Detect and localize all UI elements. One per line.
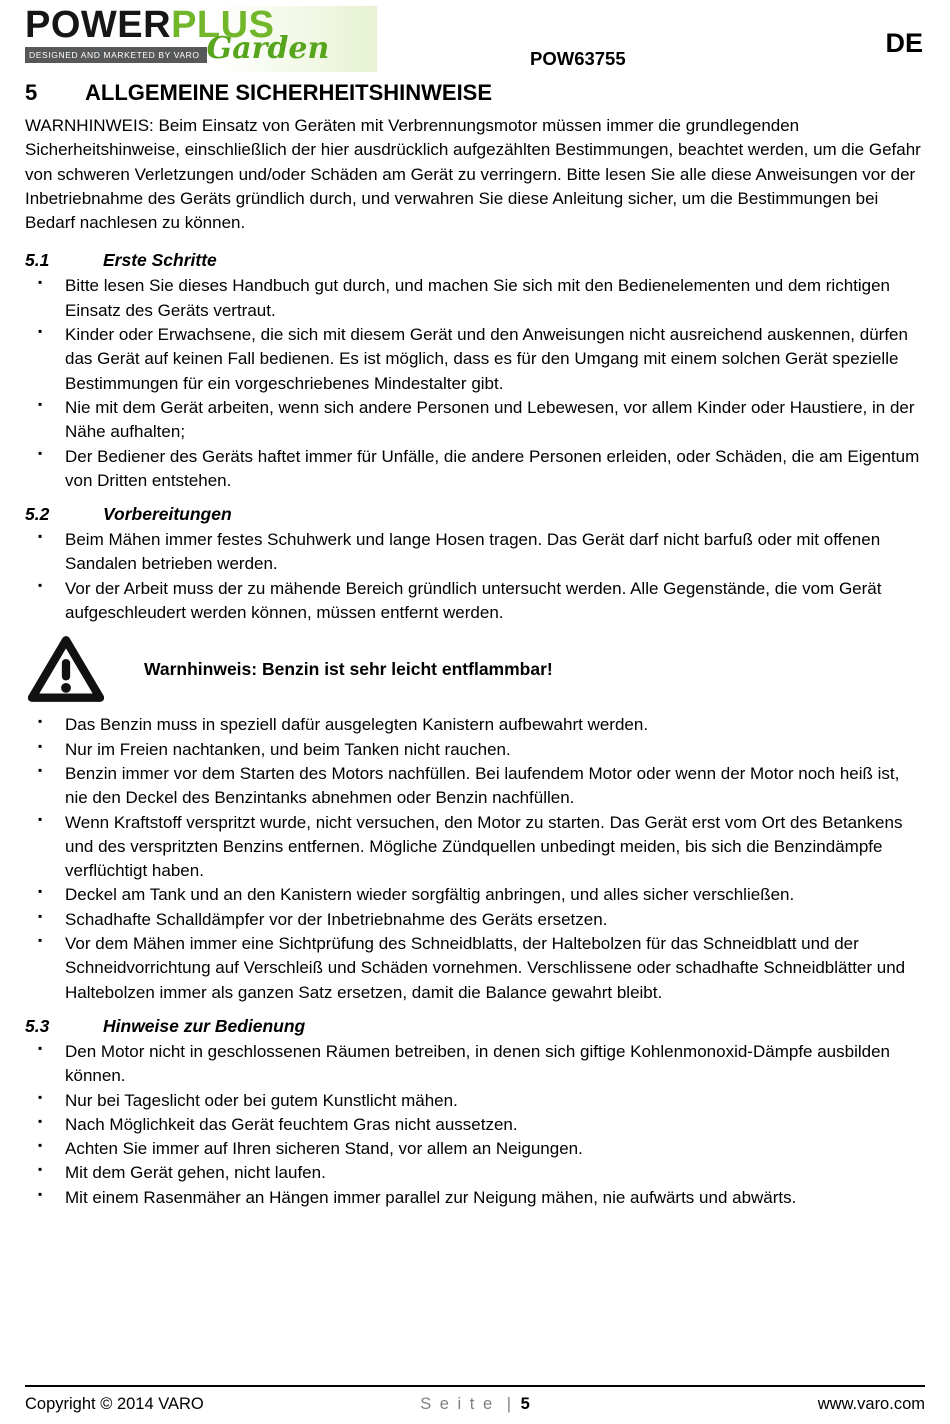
model-number: POW63755 [530, 48, 626, 69]
bullet-item: ▪ Nur im Freien nachtanken, und beim Tanken nicht rauchen. [25, 738, 925, 762]
bullet-list-5-3 [25, 1040, 925, 1210]
powerplus-garden-logo [25, 6, 377, 72]
logo-power-text: POWER [25, 4, 172, 46]
subsection-number: 5.2 [25, 504, 50, 525]
page-label: S e i t e [420, 1395, 495, 1413]
section-title [25, 80, 925, 106]
bullet-item: ▪ Mit dem Gerät gehen, nicht laufen. [25, 1161, 925, 1185]
bullet-item: ▪ Kinder oder Erwachsene, die sich mit diesem Gerät und den Anweisungen nicht ausreichend auskennen, dürfen das Gerät auf keinen Fall bedienen. Es ist möglich, dass es für den Umgang mit einem solchen Gerät spezielle Bestimmungen für ein vorgeschriebenes Mindestalter gibt. [25, 323, 925, 396]
subsection-title-text: Vorbereitungen [103, 504, 232, 525]
logo-plus-text: PLUS [171, 4, 275, 46]
subsection-number: 5.1 [25, 250, 50, 271]
bullet-list-5-2 [25, 528, 925, 625]
subsection-heading-5-1 [25, 250, 925, 271]
bullet-list-fuel [25, 713, 925, 1005]
bullet-item: ▪ Mit einem Rasenmäher an Hängen immer parallel zur Neigung mähen, nie aufwärts und abwärts. [25, 1186, 925, 1210]
page-number: 5 [520, 1395, 530, 1413]
bullet-item: ▪ Schadhafte Schalldämpfer vor der Inbetriebnahme des Geräts ersetzen. [25, 908, 925, 932]
bullet-list-5-1 [25, 274, 925, 493]
warning-triangle-icon [28, 635, 104, 703]
bullet-item: ▪ Beim Mähen immer festes Schuhwerk und lange Hosen tragen. Das Gerät darf nicht barfuß oder mit offenen Sandalen betrieben werden. [25, 528, 925, 577]
bullet-item: ▪ Vor der Arbeit muss der zu mähende Bereich gründlich untersucht werden. Alle Gegenstände, die vom Gerät aufgeschleudert werden können, müssen entfernt werden. [25, 577, 925, 626]
page-indicator [325, 1395, 625, 1414]
bullet-item: ▪ Das Benzin muss in speziell dafür ausgelegten Kanistern aufbewahrt werden. [25, 713, 925, 737]
logo-tagline: DESIGNED AND MARKETED BY VARO [25, 47, 207, 63]
page-separator: | [506, 1395, 512, 1413]
petrol-warning-text: Warnhinweis: Benzin ist sehr leicht entflammbar! [144, 658, 553, 679]
website-text: www.varo.com [817, 1395, 925, 1413]
language-code: DE [885, 28, 923, 58]
logo-subline [25, 31, 377, 70]
subsection-title-text: Hinweise zur Bedienung [103, 1015, 306, 1036]
logo-garden-script: Garden [206, 31, 330, 66]
bullet-item: ▪ Nur bei Tageslicht oder bei gutem Kunstlicht mähen. [25, 1089, 925, 1113]
subsection-heading-5-2 [25, 504, 925, 525]
section-title-text: ALLGEMEINE SICHERHEITSHINWEISE [85, 80, 493, 105]
subsection-heading-5-3 [25, 1016, 925, 1037]
bullet-item: ▪ Nie mit dem Gerät arbeiten, wenn sich andere Personen und Lebewesen, vor allem Kinder oder Haustiere, in der Nähe aufhalten; [25, 396, 925, 445]
bullet-item: ▪ Benzin immer vor dem Starten des Motors nachfüllen. Bei laufendem Motor oder wenn der Motor noch heiß ist, nie den Deckel des Benzintanks abnehmen oder Benzin nachfüllen. [25, 762, 925, 811]
warning-intro-paragraph: WARNHINWEIS: Beim Einsatz von Geräten mit Verbrennungsmotor müssen immer die grundlegenden Sicherheitshinweise, einschließlich der hier ausdrücklich aufgezählten Bestimmungen, beachtet werden, um die Gefahr von schweren Verletzungen und/oder Schäden am Gerät zu verringern. Bitte lesen Sie alle diese Anweisungen vor der Inbetriebnahme des Geräts gründlich durch, und verwahren Sie diese Anleitung sicher, um die Bestimmungen bei Bedarf nachlesen zu können. [25, 116, 921, 233]
page-header [25, 6, 925, 74]
petrol-warning-callout [25, 635, 925, 703]
bullet-item: ▪ Wenn Kraftstoff verspritzt wurde, nicht versuchen, den Motor zu starten. Das Gerät erst vom Ort des Betankens und des verspritzten Benzins entfernen. Mögliche Zündquellen unbedingt meiden, bis sich die Benzindämpfe verflüchtigt haben. [25, 811, 925, 884]
bullet-item: ▪ Bitte lesen Sie dieses Handbuch gut durch, und machen Sie sich mit den Bedienelementen und dem richtigen Einsatz des Geräts vertraut. [25, 274, 925, 323]
subsection-title-text: Erste Schritte [103, 250, 217, 271]
page-footer [25, 1385, 925, 1414]
bullet-item: ▪ Der Bediener des Geräts haftet immer für Unfälle, die andere Personen erleiden, oder Schäden, die am Eigentum von Dritten entstehen. [25, 445, 925, 494]
subsection-number: 5.3 [25, 1015, 50, 1036]
bullet-item: ▪ Deckel am Tank und an den Kanistern wieder sorgfältig anbringen, und alles sicher verschließen. [25, 883, 925, 907]
bullet-item: ▪ Den Motor nicht in geschlossenen Räumen betreiben, in denen sich giftige Kohlenmonoxid-Dämpfe ausbilden können. [25, 1040, 925, 1089]
copyright-text: Copyright © 2014 VARO [25, 1395, 204, 1413]
section-number: 5 [25, 80, 38, 105]
bullet-item: ▪ Vor dem Mähen immer eine Sichtprüfung des Schneidblatts, der Haltebolzen für das Schneidblatt und der Schneidvorrichtung auf Verschleiß und Schäden vornehmen. Verschlissene oder schadhafte Schneidblätter und Haltebolzen immer als ganzen Satz ersetzen, damit die Balance gewahrt bleibt. [25, 932, 925, 1005]
bullet-item: ▪ Nach Möglichkeit das Gerät feuchtem Gras nicht aussetzen. [25, 1113, 925, 1137]
bullet-item: ▪ Achten Sie immer auf Ihren sicheren Stand, vor allem an Neigungen. [25, 1137, 925, 1161]
